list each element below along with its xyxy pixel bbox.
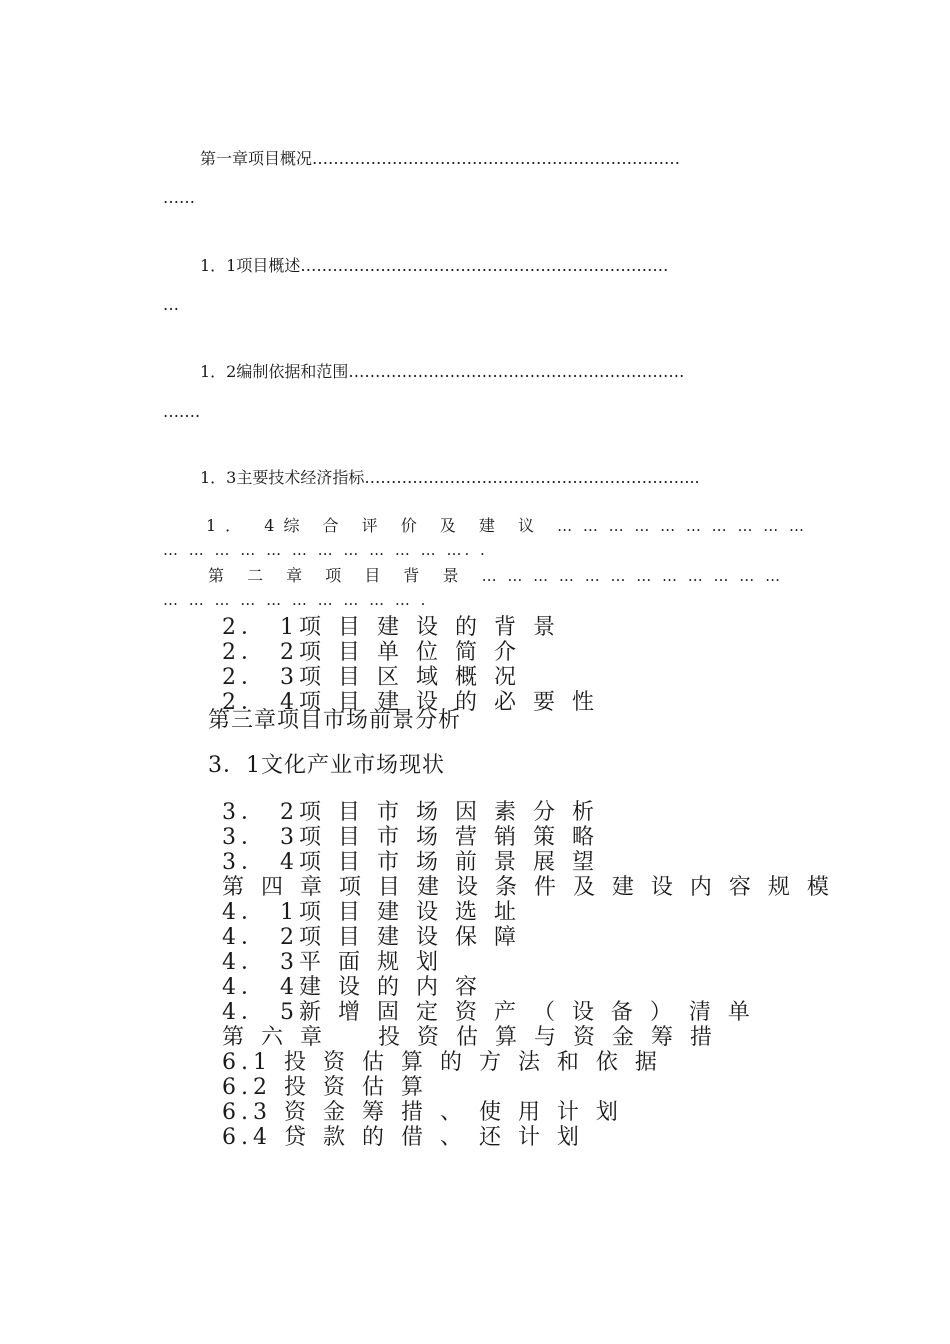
toc-section-4-1: 4． 1项 目 建 设 选 址 (222, 900, 521, 925)
toc-section-1-2-leader: ……………………………………………………… (348, 362, 685, 381)
toc-section-2-4: 2． 4项 目 建 设 的 必 要 性 (222, 690, 599, 715)
toc-section-1-4 (206, 518, 807, 534)
toc-section-1-1 (200, 258, 668, 274)
toc-chapter-2-leader-cont: … … … … … … … … … … . (163, 591, 429, 609)
toc-section-3-2: 3． 2项 目 市 场 因 素 分 析 (222, 800, 599, 825)
toc-section-1-4-title: 1． 4综 合 评 价 及 建 议 (206, 516, 543, 535)
toc-section-4-2: 4． 2项 目 建 设 保 障 (222, 925, 521, 950)
toc-chapter-2-title: 第 二 章 项 目 背 景 (208, 566, 468, 585)
toc-chapter-6: 第 六 章 投 资 估 算 与 资 金 筹 措 (222, 1025, 717, 1050)
toc-section-3-1: 3．1文化产业市场现状 (208, 753, 445, 778)
toc-section-3-4: 3． 4项 目 市 场 前 景 展 望 (222, 850, 599, 875)
toc-section-6-1: 6.1 投 资 估 算 的 方 法 和 依 据 (222, 1050, 662, 1075)
toc-section-4-4: 4． 4建 设 的 内 容 (222, 975, 482, 1000)
toc-section-1-2-leader-cont: ……. (163, 402, 201, 421)
toc-section-2-1: 2． 1项 目 建 设 的 背 景 (222, 615, 560, 640)
toc-chapter-3: 第三章项目市场前景分析 (208, 708, 462, 733)
toc-chapter-1-title: 第一章项目概况 (200, 149, 313, 168)
toc-chapter-4: 第 四 章 项 目 建 设 条 件 及 建 设 内 容 规 模 (222, 875, 834, 900)
toc-section-6-2: 6.2 投 资 估 算 (222, 1075, 428, 1100)
toc-chapter-1 (200, 151, 680, 167)
toc-section-1-3-leader: ……………………………………………………... (364, 468, 700, 487)
toc-chapter-1-leader: …………………………………………………………… (312, 149, 681, 168)
toc-section-6-4: 6.4 贷 款 的 借 、 还 计 划 (222, 1125, 584, 1150)
toc-section-1-2-title: 1．2编制依据和范围 (200, 362, 349, 381)
toc-section-4-3: 4． 3平 面 规 划 (222, 950, 443, 975)
toc-section-1-2 (200, 364, 684, 380)
toc-section-1-3-title: 1．3主要技术经济指标 (200, 468, 365, 487)
toc-section-2-3: 2． 3项 目 区 域 概 况 (222, 665, 521, 690)
toc-section-1-4-leader-cont: … … … … … … … … … … … …. . (163, 541, 488, 559)
toc-section-1-1-leader: …………………………………………………………… (300, 256, 669, 275)
toc-section-1-4-leader: … … … … … … … … … … (557, 517, 807, 535)
toc-section-6-3: 6.3 资 金 筹 措 、 使 用 计 划 (222, 1100, 623, 1125)
toc-section-3-3: 3． 3项 目 市 场 营 销 策 略 (222, 825, 599, 850)
toc-section-1-1-title: 1．1项目概述 (200, 256, 301, 275)
toc-chapter-2 (208, 568, 783, 584)
toc-chapter-1-leader-cont: …… (163, 188, 195, 207)
toc-section-1-1-leader-cont: … (163, 295, 179, 314)
toc-section-4-5: 4． 5新 增 固 定 资 产 （ 设 备 ） 清 单 (222, 1000, 755, 1025)
toc-section-2-2: 2． 2项 目 单 位 简 介 (222, 640, 521, 665)
toc-section-1-3 (200, 470, 700, 486)
toc-chapter-2-leader: … … … … … … … … … … … … (481, 567, 784, 585)
